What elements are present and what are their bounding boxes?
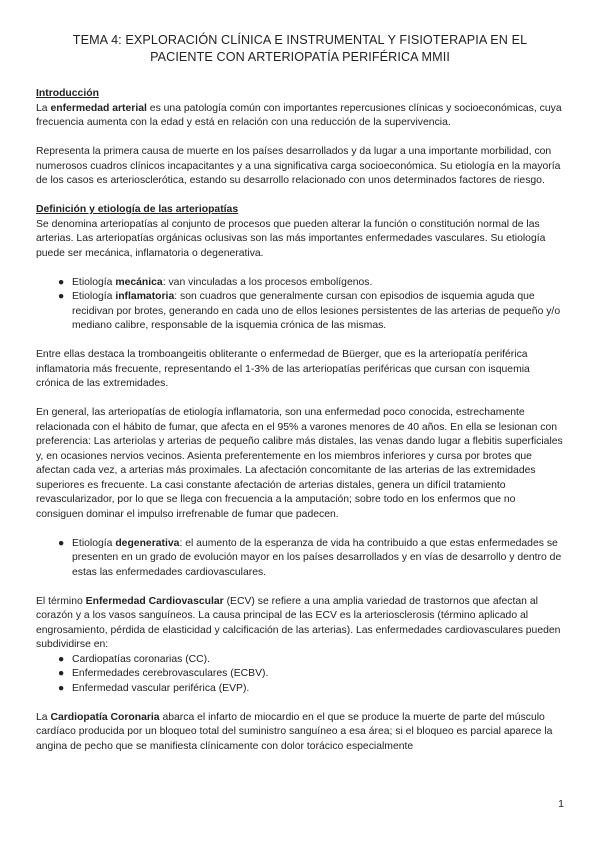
coronaria-paragraph: La Cardiopatía Coronaria abarca el infarto de miocardio en el que se produce la muerte de parte del músculo cardíaco producida por un bloqueo total del suministro sanguíneo a esa área; si el bloqueo es parcial aparece la angina de pecho que se manifiesta clínicamente con dolor torácico especialmente (36, 711, 553, 752)
definicion-paragraph-2: Entre ellas destaca la tromboangeitis obliterante o enfermedad de Büerger, que es la arteriopatía periférica inflamatoria más frecuente, representando el 1-3% de las arteriopatías periféricas que cursan con isquemia crónica de las extremidades. (36, 349, 530, 389)
list-item-mecanica: ● Etiología mecánica: van vinculadas a los procesos embolígenos. (36, 276, 564, 291)
bullet-icon: ● (58, 291, 65, 302)
ecv-paragraph: El término Enfermedad Cardiovascular (ECV) se refiere a una amplia variedad de trastornos que afectan al corazón y a los vasos sanguíneos. La causa principal de las ECV es la arteriosclerosis (término aplicado al engrosamiento, pérdida de elasticidad y calcificación de las arterias). Las enfermedades cardiovasculares pueden subdividirse en: (36, 595, 561, 650)
section-heading-introduccion: Introducción (36, 88, 99, 99)
bullet-icon: ● (58, 653, 65, 665)
list-item: ● Enfermedades cerebrovasculares (ECBV). (36, 667, 564, 682)
bullet-icon: ● (58, 276, 65, 288)
list-item: ● Enfermedad vascular periférica (EVP). (36, 682, 564, 697)
bullet-icon: ● (58, 537, 65, 549)
list-item: ● Cardiopatías coronarias (CC). (36, 653, 564, 668)
page-number: 1 (558, 798, 564, 810)
list-item-degenerativa: ● Etiología degenerativa: el aumento de la esperanza de vida ha contribuido a que estas enfermedades se presenten en un grado de evolución mayor en los países desarrollados y en vías de desarrollo y dentro de estas las enfermedades cardiovasculares. (58, 537, 562, 578)
bullet-icon: ● (58, 668, 65, 679)
document-title (36, 32, 564, 66)
list-item-inflamatoria: ● Etiología inflamatoria: son cuadros que generalmente cursan con episodios de isquemia aguda que recidivan por brotes, generando en cada uno de ellos lesiones persistentes de las arterias de pequeño y/o mediano calibre, responsable de la isquemia crónica de las mismas. (58, 291, 561, 331)
title-line-1: TEMA 4: EXPLORACIÓN CLÍNICA E INSTRUMENTAL Y FISIOTERAPIA EN EL (72, 33, 528, 47)
ecv-list (36, 653, 564, 697)
definicion-paragraph-1: Se denomina arteriopatías al conjunto de procesos que pueden alterar la función o constitución normal de las arterias. Las arteriopatías orgánicas oclusivas son las más importantes enfermedades vasculares. Su etiología puede ser mecánica, inflamatoria o degenerativa. (36, 218, 546, 259)
etiologia-list (36, 276, 564, 334)
section-heading-definicion: Definición y etiología de las arteriopatías (36, 204, 239, 215)
bullet-icon: ● (58, 682, 65, 694)
intro-paragraph-2: Representa la primera causa de muerte en los países desarrollados y da lugar a una importante morbilidad, con numerosos cuadros clínicos incapacitantes y a una significativa carga socioeconómica. Su etiología en la mayoría de los casos es arteriosclerótica, estando su desarrollo relacionado con unos determinados factores de riesgo. (36, 146, 561, 186)
intro-paragraph-1: La enfermedad arterial es una patología común con importantes repercusiones clínicas y socioeconómicas, cuya frecuencia aumenta con la edad y está en relación con una reducción de la supervivencia. (36, 102, 562, 128)
etiologia-degenerativa-list (36, 537, 564, 581)
title-line-2: PACIENTE CON ARTERIOPATÍA PERIFÉRICA MMII (150, 50, 450, 64)
definicion-paragraph-3: En general, las arteriopatías de etiología inflamatoria, son una enfermedad poco conocida, estrechamente relacionada con el hábito de fumar, que afecta en el 95% a varones menores de 40 años. En ella se lesionan con preferencia: Las arteriolas y arterias de pequeño calibre más distales, las venas dando lugar a flebitis superficiales y, en ocasiones nervios vecinos. Asienta preferentemente en los miembros inferiores y cursa por brotes que afectan cada vez, a arterias más proximales. La afectación concomitante de las arterias de las extremidades superiores es frecuente. La casi constante afectación de arterias distales, genera un difícil tratamiento revascularizador, por lo que se llega con frecuencia a la amputación; sobre todo en los enfermos que no consiguen dominar el impulso irrefrenable de fumar que padecen. (36, 407, 563, 520)
